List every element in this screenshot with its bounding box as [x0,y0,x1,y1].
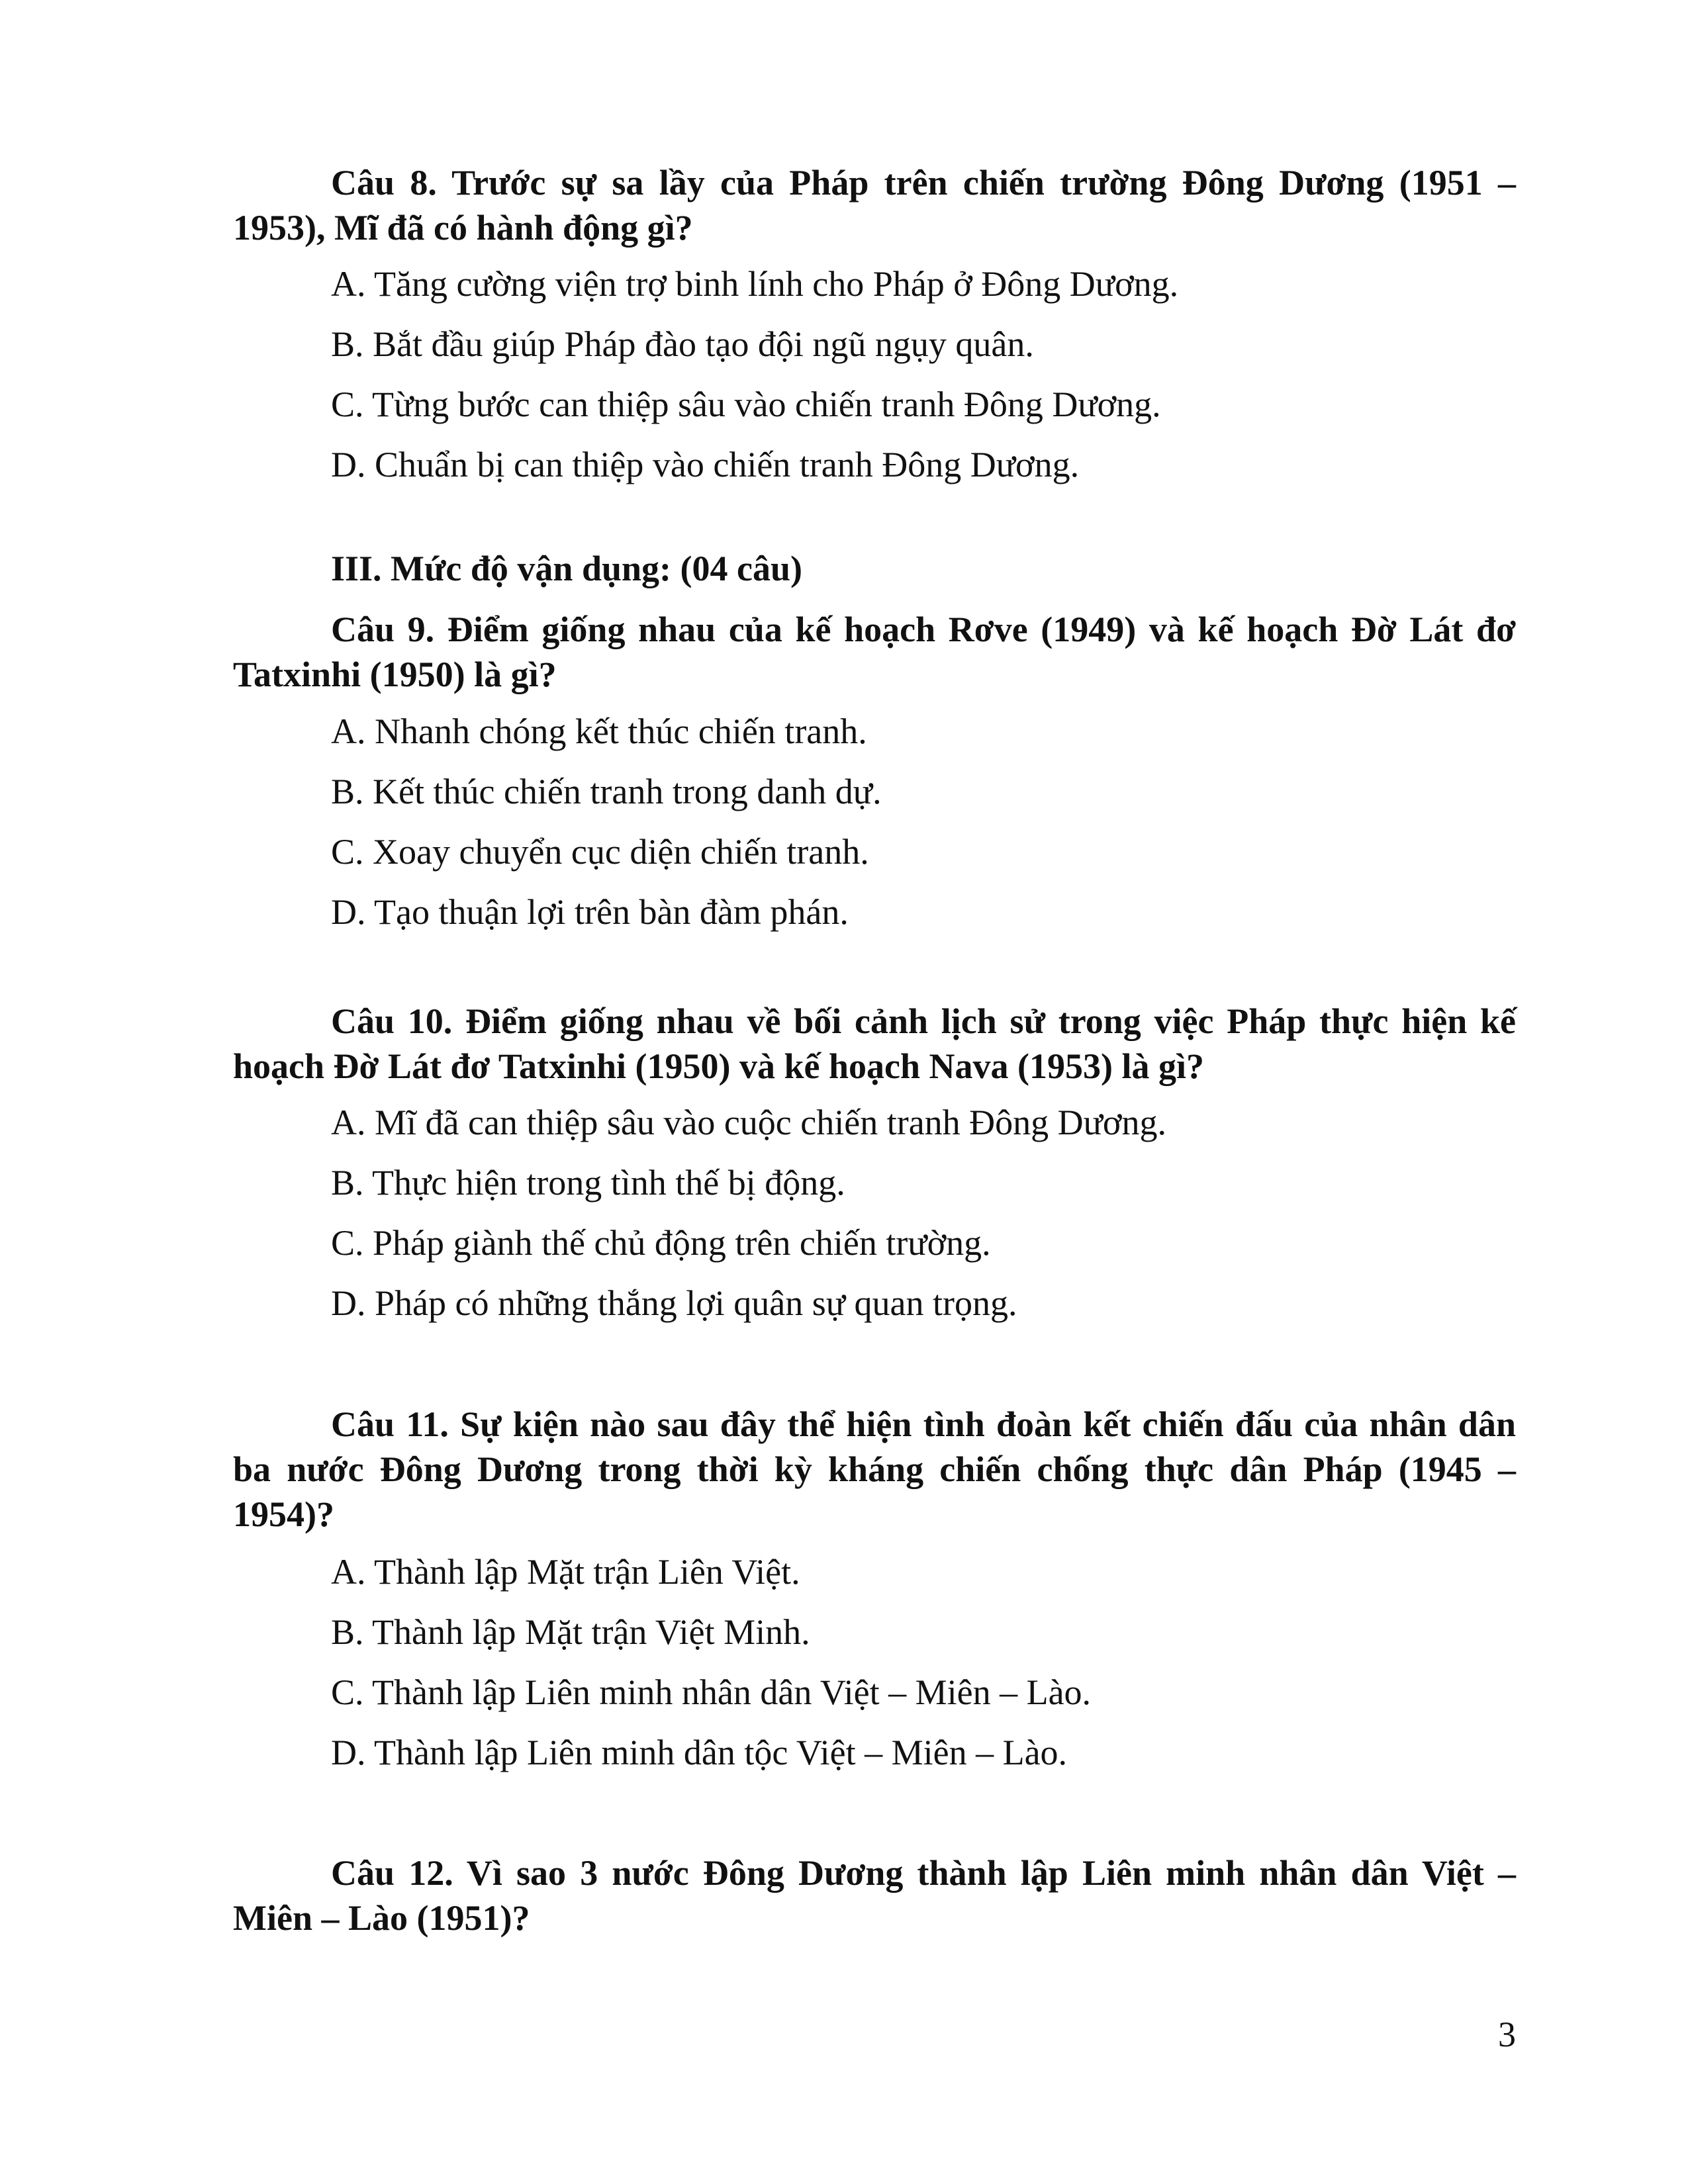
question-10-option-b: B. Thực hiện trong tình thế bị động. [331,1163,845,1203]
question-9-option-a: A. Nhanh chóng kết thúc chiến tranh. [331,711,867,751]
question-10-option-a: A. Mĩ đã can thiệp sâu vào cuộc chiến tranh Đông Dương. [331,1103,1166,1142]
question-12-title: Câu 12. Vì sao 3 nước Đông Dương thành lập Liên minh nhân dân Việt – Miên – Lào (1951)? [233,1853,1516,1938]
question-8-option-c: C. Từng bước can thiệp sâu vào chiến tranh Đông Dương. [331,385,1161,424]
question-11-option-b: B. Thành lập Mặt trận Việt Minh. [331,1612,810,1652]
question-10-option-c: C. Pháp giành thế chủ động trên chiến trường. [331,1223,991,1263]
question-9-option-c: C. Xoay chuyển cục diện chiến tranh. [331,832,869,872]
question-11-title: Câu 11. Sự kiện nào sau đây thể hiện tình đoàn kết chiến đấu của nhân dân ba nước Đông Dương trong thời kỳ kháng chiến chống thực dân Pháp (1945 – 1954)? [233,1404,1516,1534]
question-8-option-a: A. Tăng cường viện trợ binh lính cho Pháp ở Đông Dương. [331,264,1179,304]
question-10-title: Câu 10. Điểm giống nhau về bối cảnh lịch sử trong việc Pháp thực hiện kế hoạch Đờ Lát đơ Tatxinhi (1950) và kế hoạch Nava (1953) là gì? [233,1001,1516,1086]
question-11-option-a: A. Thành lập Mặt trận Liên Việt. [331,1552,800,1592]
question-8-option-b: B. Bắt đầu giúp Pháp đào tạo đội ngũ ngụy quân. [331,324,1034,364]
section-heading: III. Mức độ vận dụng: (04 câu) [331,549,802,588]
page-number: 3 [1498,2015,1516,2054]
question-9-option-b: B. Kết thúc chiến tranh trong danh dự. [331,772,882,811]
question-11-option-c: C. Thành lập Liên minh nhân dân Việt – Miên – Lào. [331,1672,1092,1712]
question-9-option-d: D. Tạo thuận lợi trên bàn đàm phán. [331,892,849,932]
question-8-title: Câu 8. Trước sự sa lầy của Pháp trên chiến trường Đông Dương (1951 – 1953), Mĩ đã có hành động gì? [233,163,1516,248]
question-11-option-d: D. Thành lập Liên minh dân tộc Việt – Miên – Lào. [331,1733,1068,1772]
question-10-option-d: D. Pháp có những thắng lợi quân sự quan trọng. [331,1283,1017,1323]
question-8-option-d: D. Chuẩn bị can thiệp vào chiến tranh Đông Dương. [331,445,1080,484]
question-9-title: Câu 9. Điểm giống nhau của kế hoạch Rơve (1949) và kế hoạch Đờ Lát đơ Tatxinhi (1950) là gì? [233,610,1516,694]
